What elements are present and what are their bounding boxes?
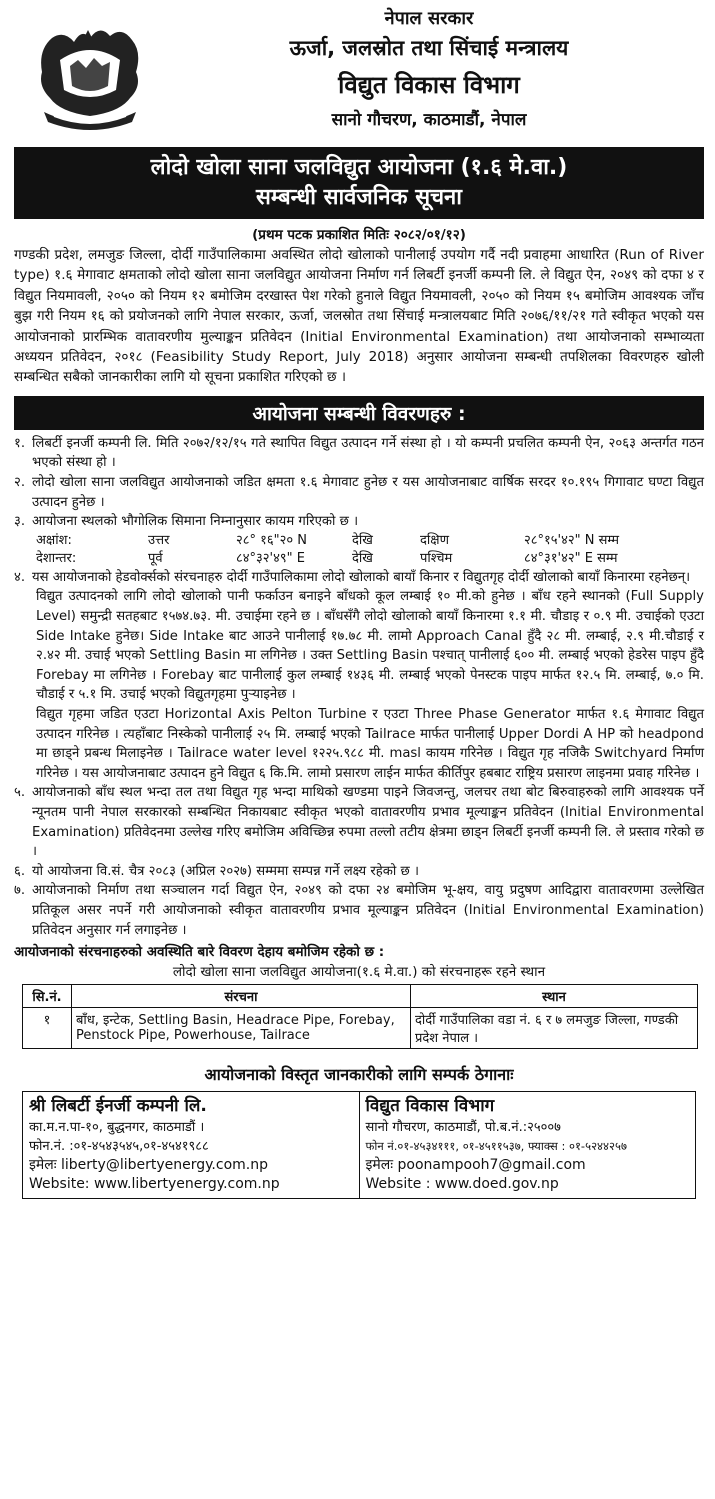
- item-text: आयोजनाको निर्माण तथा सञ्चालन गर्दा विद्युत ऐन, २०४९ को दफा २४ बमोजिम भू-क्षय, वायु प्रदुषण आदिद्वारा वातावरणमा उल्लेखित प्रतिकूल असर नपर्ने गरी आयोजनाको स्वीकृत वातावरणीय प्रभाव मूल्याङ्कन प्रतिवेदन (Initial Environmental Examination) प्रतिवेदन अनुसार गर्न लगाइनेछ ।: [32, 883, 704, 938]
- section-heading: आयोजना सम्बन्धी विवरणहरु :: [14, 396, 704, 430]
- contact-website[interactable]: Website : www.doed.gov.np: [365, 1176, 559, 1193]
- item-text: यो आयोजना वि.सं. चैत्र २०८३ (अप्रिल २०२७) सम्ममा सम्पन्न गर्ने लक्ष्य रहेको छ ।: [32, 863, 419, 879]
- coord-cell: अक्षांश:: [36, 532, 72, 548]
- contact-address: का.म.न.पा-१०, बुद्धनगर, काठमाडौं ।: [29, 1120, 205, 1136]
- coordinates-row: [14, 550, 704, 568]
- coord-cell: ८४°३२'४९" E: [236, 550, 305, 566]
- coord-cell: २८°१५'४२" N सम्म: [524, 532, 620, 548]
- gov-name: नेपाल सरकार: [384, 8, 474, 29]
- contact-website[interactable]: Website: www.libertyenergy.com.np: [29, 1176, 280, 1193]
- table-cell: १: [23, 1008, 72, 1049]
- item-text: लोदो खोला साना जलविद्युत आयोजनाको जडित क्षमता १.६ मेगावाट हुनेछ र यस आयोजनाबाट वार्षिक सरदर १०.१९५ गिगावाट घण्टा विद्युत उत्पादन हुनेछ ।: [32, 475, 704, 510]
- location-heading: आयोजनाको संरचनाहरुको अवस्थिति बारे विवरण देहाय बमोजिम रहेको छ :: [14, 944, 385, 961]
- contact-phone: फोन.नं. :०१-४५४३५४५,०१-४५४१९८८: [29, 1139, 209, 1155]
- coord-cell: दक्षिण: [420, 532, 449, 548]
- column-header: स्थान: [411, 985, 698, 1008]
- contact-box-company: [23, 1092, 359, 1198]
- notice-page: [14, 0, 704, 1499]
- list-item: [14, 568, 704, 588]
- intro-paragraph: गण्डकी प्रदेश, लमजुङ जिल्ला, दोर्दी गाउँपालिकामा अवस्थित लोदो खोलाको पानीलाई उपयोग गर्दै नदी प्रवाहमा आधारित (Run of River type) १.६ मेगावाट क्षमताको लोदो खोला साना जलविद्युत आयोजना निर्माण गर्न लिबर्टी इनर्जी कम्पनी लि. ले विद्युत ऐन, २०४९ को दफा ४ र विद्युत नियमावली, २०५० को नियम १२ बमोजिम दरखास्त पेश गरेको हुनाले विद्युत नियमावली, २०५० को नियम १५ बमोजिम आवश्यक जाँच बुझ गरी नियम १६ को प्रयोजनको लागि नेपाल सरकार, ऊर्जा, जलस्रोत तथा सिंचाई मन्त्रालयबाट मिति २०७६/११/२१ गते स्वीकृत भएको यस आयोजनाको प्रारम्भिक वातावरणीय मुल्याङ्कन प्रतिवेदन (Initial Environmental Examination) तथा आयोजनाको सम्भाव्यता अध्ययन प्रतिवेदन, २०१८ (Feasibility Study Report, July 2018) अनुसार आयोजना सम्बन्धी तपशिलका विवरणहरु खोली सम्बन्धित सबैको जानकारीका लागि यो सूचना प्रकाशित गरिएको छ ।: [14, 247, 704, 386]
- notice-subtitle: सम्बन्धी सार्वजनिक सूचना: [256, 185, 462, 210]
- column-header: सि.नं.: [23, 985, 72, 1008]
- item-paragraph: विद्युत उत्पादनको लागि लोदो खोलाको पानी फर्काउन बनाइने बाँधको कूल लम्बाई १० मी.को हुनेछ । बाँध रहने स्थानको (Full Supply Level) समुन्द्री सतहबाट १५७४.७३. मी. उचाईमा रहने छ । बाँधसँगै लोदो खोलाको बायाँ किनारमा १.१ मी. चौडाइ र ०.९ मी. उचाईको एउटा Side Intake हुनेछ। Side Intake बाट आउने पानीलाई १७.७८ मी. लामो Approach Canal हुँदै २८ मी. लम्बाई, २.९ मी.चौडाई र २.४२ मी. उचाई भएको Settling Basin मा लगिनेछ । उक्त Settling Basin पश्चात् पानीलाई ६०० मी. लम्बाई भएको हेडरेस पाइप हुँदै Forebay मा लगिनेछ । Forebay बाट पानीलाई कुल लम्बाई १४३६ मी. लम्बाई भएको पेनस्टक पाइप मार्फत १२.५ मि. लम्बाई, ७.० मि. चौडाई र ५.१ मि. उचाई भएको विद्युतगृहमा पुऱ्याइनेछ ।: [36, 589, 704, 703]
- list-item: [14, 434, 704, 473]
- contact-address: सानो गौचरण, काठमाडौं, पो.ब.नं.:२५००७: [365, 1120, 561, 1136]
- list-item: [14, 783, 704, 861]
- department-address: सानो गौचरण, काठमाडौं, नेपाल: [331, 110, 527, 130]
- table-row: [23, 1008, 698, 1049]
- item-text: आयोजनाको बाँध स्थल भन्दा तल तथा विद्युत गृह भन्दा माथिको खण्डमा पाइने जिवजन्तु, जलचर तथा बोट बिरुवाहरुको लागि आवश्यक पर्ने न्यूनतम पानी नेपाल सरकारको सम्बन्धित निकायबाट स्वीकृत भएको वातावरणीय प्रभाव मूल्याङ्कन प्रतिवेदन (Initial Environmental Examination) प्रतिवेदनमा उल्लेख गरिए बमोजिम अविच्छिन्न रुपमा तल्लो तटीय क्षेत्रमा छाड्न लिबर्टी इनर्जी कम्पनी लि. ले प्रस्ताव गरेको छ ।: [32, 785, 704, 860]
- contact-boxes: [22, 1091, 696, 1199]
- list-item: [14, 473, 704, 512]
- coord-cell: देखि: [352, 532, 373, 548]
- contact-email[interactable]: इमेलः poonampooh7@gmail.com: [365, 1157, 586, 1174]
- coordinates-row: [14, 532, 704, 550]
- item-text: लिबर्टी इनर्जी कम्पनी लि. मिति २०७२/१२/१५ गते स्थापित विद्युत उत्पादन गर्ने संस्था हो । यो कम्पनी प्रचलित कम्पनी ऐन, २०६३ अन्तर्गत गठन भएको संस्था हो ।: [32, 435, 704, 471]
- header: [14, 0, 704, 143]
- coord-cell: ८४°३१'४२" E सम्म: [524, 550, 618, 566]
- item-number: ५.: [14, 785, 26, 801]
- contact-title: विद्युत विकास विभाग: [365, 1096, 495, 1117]
- contact-heading: आयोजनाको विस्तृत जानकारीको लागि सम्पर्क ठेगानाः: [204, 1065, 514, 1085]
- item-number: १.: [14, 435, 26, 451]
- coord-cell: २८° १६"२० N: [236, 532, 308, 548]
- item-text: आयोजना स्थलको भौगोलिक सिमाना निम्नानुसार कायम गरिएको छ ।: [32, 514, 359, 530]
- coord-cell: पूर्व: [148, 550, 163, 566]
- list-item: [14, 881, 704, 940]
- list-item: [14, 512, 704, 532]
- table-cell: बाँध, इन्टेक, Settling Basin, Headrace Pipe, Forebay, Penstock Pipe, Powerhouse, Tailrace: [72, 1008, 411, 1049]
- coord-cell: पश्चिम: [420, 550, 453, 566]
- table-header-row: [23, 985, 698, 1008]
- nepal-emblem-icon: [30, 20, 150, 136]
- notice-title-banner: [14, 147, 704, 219]
- contact-box-department: [359, 1092, 696, 1198]
- item-number: ७.: [14, 883, 26, 899]
- column-header: संरचना: [72, 985, 411, 1008]
- contact-title: श्री लिबर्टी ईनर्जी कम्पनी लि.: [29, 1096, 207, 1117]
- notice-title: लोदो खोला साना जलविद्युत आयोजना (१.६ मे.वा.): [150, 155, 568, 180]
- ministry-name: ऊर्जा, जलस्रोत तथा सिंचाई मन्त्रालय: [289, 36, 569, 60]
- contact-phone: फोन नं.०१-४५३४१११, ०१-४५११५३७, फ्याक्स : ०१-५२४४२५७: [365, 1139, 627, 1154]
- details-list: [14, 434, 704, 940]
- item-text: यस आयोजनाको हेडवोर्क्सको संरचनाहरु दोर्दी गाउँपालिकामा लोदो खोलाको बायाँ किनार र विद्युतगृह दोर्दी खोलाको बायाँ किनारमा रहनेछन्।: [32, 569, 691, 585]
- publication-date: (प्रथम पटक प्रकाशित मितिः २०८२/०१/१२): [252, 227, 466, 243]
- contact-email[interactable]: इमेलः liberty@libertyenergy.com.np: [29, 1157, 268, 1174]
- item-number: ३.: [14, 514, 26, 530]
- item-number: २.: [14, 475, 26, 491]
- table-cell: दोर्दी गाउँपालिका वडा नं. ६ र ७ लमजुङ जिल्ला, गण्डकी प्रदेश नेपाल ।: [411, 1008, 698, 1049]
- location-subheading: लोदो खोला साना जलविद्युत आयोजना(१.६ मे.वा.) को संरचनाहरू रहने स्थान: [172, 964, 546, 981]
- coord-cell: देशान्तर:: [36, 550, 77, 566]
- coord-cell: उत्तर: [148, 532, 170, 548]
- coord-cell: देखि: [352, 550, 373, 566]
- list-item: [14, 862, 704, 882]
- department-name: विद्युत विकास विभाग: [338, 71, 520, 99]
- item-paragraph: विद्युत गृहमा जडित एउटा Horizontal Axis Pelton Turbine र एउटा Three Phase Generator मार्फत १.६ मेगावाट विद्युत उत्पादन गरिनेछ । त्यहाँबाट निस्केको पानीलाई २५ मि. लम्बाई भएको Tailrace मार्फत पानीलाई Upper Dordi A HP को headpond मा छाड्ने प्रबन्ध मिलाइनेछ । Tailrace water level १२२५.९८८ मी. masl कायम गरिनेछ । विद्युत गृह नजिकै Switchyard निर्माण गरिनेछ । यस आयोजनाबाट उत्पादन हुने विद्युत ६ कि.मि. लामो प्रसारण लाईन मार्फत कीर्तिपुर हबबाट राष्ट्रिय प्रसारण लाइनमा प्रवाह गरिनेछ ।: [36, 706, 704, 781]
- item-number: ६.: [14, 863, 26, 879]
- item-number: ४.: [14, 569, 26, 585]
- structures-table: [22, 984, 698, 1049]
